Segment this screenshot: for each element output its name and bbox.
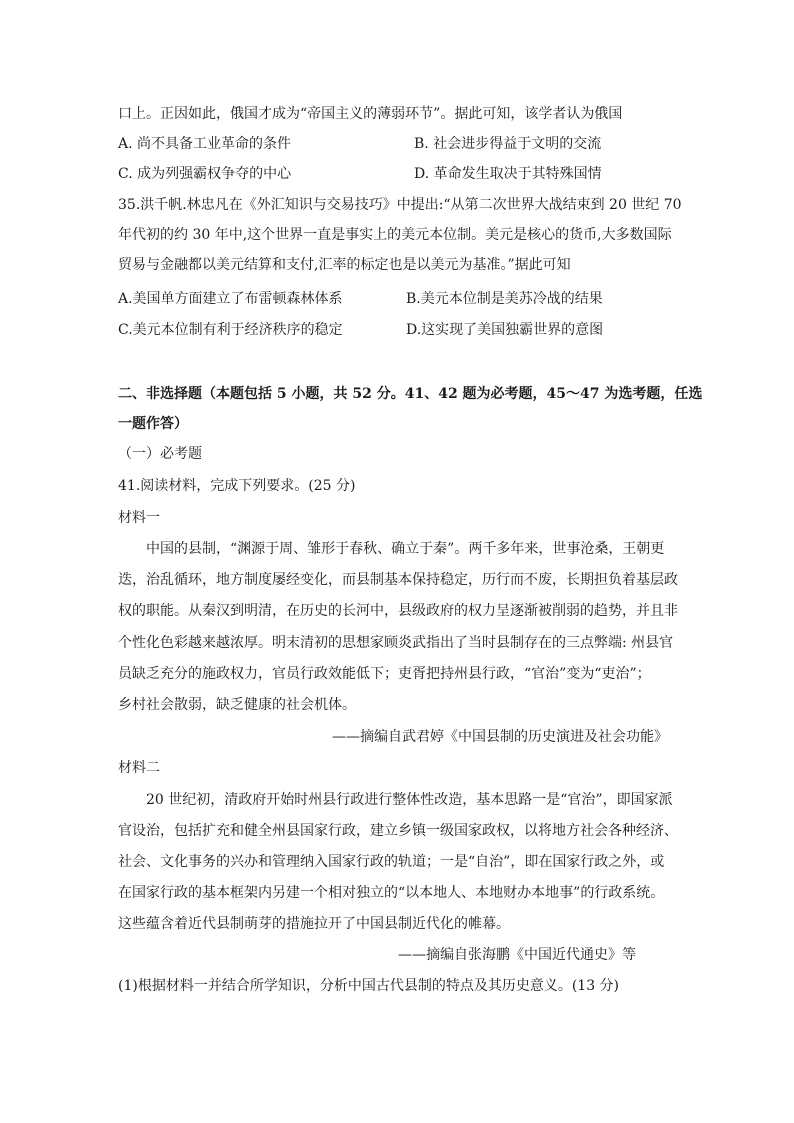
- q41-prompt: 41.阅读材料，完成下列要求。(25 分): [118, 478, 356, 494]
- material-line: 中国的县制，“渊源于周、雏形于春秋、确立于秦”。两千多年来，世事沧桑，王朝更: [146, 541, 665, 557]
- q35-option-a: A.美国单方面建立了布雷顿森林体系: [118, 291, 343, 307]
- material-line: 权的职能。从秦汉到明清，在历史的长河中，县级政府的权力呈逐渐被削弱的趋势，并且非: [118, 603, 678, 619]
- material-line: 官设治，包括扩充和健全州县国家行政，建立乡镇一级国家政权，以将地方社会各种经济、: [118, 823, 678, 839]
- material-line: 这些蕴含着近代县制萌芽的措施拉开了中国县制近代化的帷幕。: [118, 916, 510, 932]
- section-subheading: （一）必考题: [118, 446, 202, 462]
- material-source: ——摘编自武君婷《中国县制的历史演进及社会功能》: [332, 729, 668, 745]
- material-line: 在国家行政的基本框架内另建一个相对独立的“以本地人、本地财办本地事”的行政系统。: [118, 885, 665, 901]
- material-line: 社会、文化事务的兴办和管理纳入国家行政的轨道；一是“自治”，即在国家行政之外，或: [118, 854, 665, 870]
- q34-option-a: A. 尚不具备工业革命的条件: [118, 136, 292, 152]
- q34-option-d: D. 革命发生取决于其特殊国情: [414, 166, 602, 182]
- q35-stem-line: 年代初的约 30 年中,这个世界一直是事实上的美元本位制。美元是核心的货币,大多数国际: [118, 227, 672, 243]
- q35-stem-line: 贸易与金融都以美元结算和支付,汇率的标定也是以美元为基准。”据此可知: [118, 257, 571, 273]
- q35-option-b: B.美元本位制是美苏冷战的结果: [406, 291, 603, 307]
- q41-subquestion: (1)根据材料一并结合所学知识，分析中国古代县制的特点及其历史意义。(13 分): [118, 978, 620, 994]
- material-line: 乡村社会散弱，缺乏健康的社会机体。: [118, 697, 356, 713]
- q34-option-c: C. 成为列强霸权争夺的中心: [118, 166, 292, 182]
- q35-stem-line: 35.洪千帆.林忠凡在《外汇知识与交易技巧》中提出:“从第二次世界大战结束到 20 世纪 70: [118, 197, 682, 213]
- q35-option-c: C.美元本位制有利于经济秩序的稳定: [118, 322, 343, 338]
- section-heading: 一题作答）: [118, 416, 188, 432]
- q34-option-b: B. 社会进步得益于文明的交流: [414, 136, 602, 152]
- q34-stem-tail: 口上。正因如此，俄国才成为“帝国主义的薄弱环节”。据此可知，该学者认为俄国: [118, 106, 623, 122]
- material-source: ——摘编自张海鹏《中国近代通史》等: [398, 947, 636, 963]
- q35-option-d: D.这实现了美国独霸世界的意图: [406, 322, 604, 338]
- section-heading: 二、非选择题（本题包括 5 小题，共 52 分。41、42 题为必考题，45～47 为选考题，任选: [118, 386, 703, 402]
- material-line: 个性化色彩越来越浓厚。明末清初的思想家顾炎武指出了当时县制存在的三点弊端: 州县官: [118, 635, 674, 651]
- material-line: 迭，治乱循环，地方制度屡经变化，而县制基本保持稳定，历行而不废，长期担负着基层政: [118, 572, 678, 588]
- material-label: 材料二: [118, 760, 160, 776]
- material-line: 20 世纪初，清政府开始时州县行政进行整体性改造，基本思路一是“官治”，即国家派: [146, 792, 673, 808]
- material-line: 员缺乏充分的施政权力，官员行政效能低下；吏胥把持州县行政，“官治”变为“吏治”；: [118, 666, 651, 682]
- material-label: 材料一: [118, 510, 160, 526]
